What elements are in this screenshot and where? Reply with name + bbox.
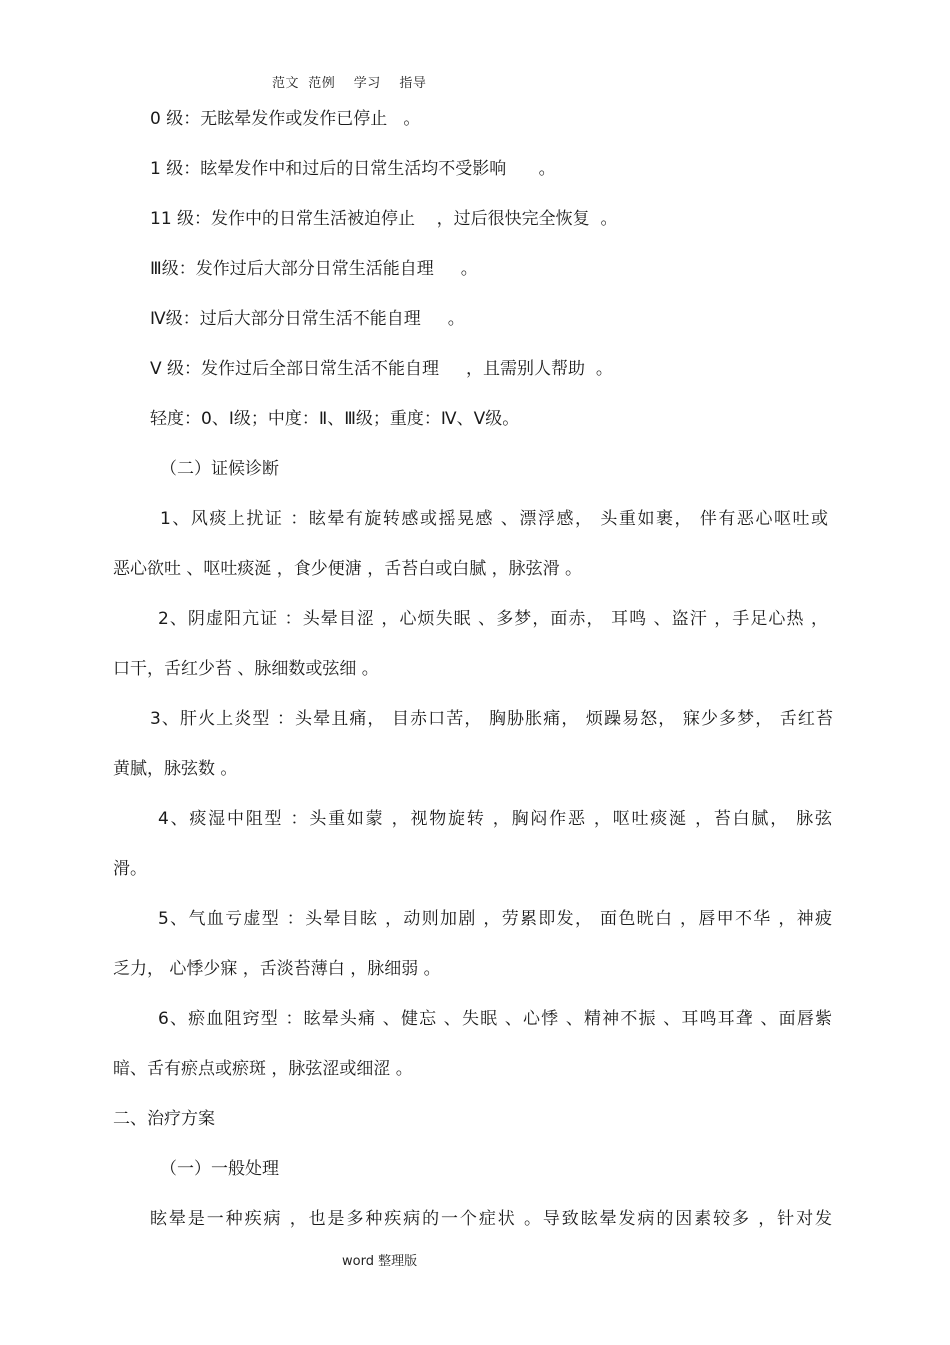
grade-5-line: Ⅴ 级：发作过后全部日常生活不能自理 ，且需别人帮助 。 xyxy=(150,359,613,379)
grade-4-line: Ⅳ级：过后大部分日常生活不能自理 。 xyxy=(150,309,465,329)
syndrome-3-line-2: 黄腻，脉弦数 。 xyxy=(113,759,238,779)
grade-3-line: Ⅲ级：发作过后大部分日常生活能自理 。 xyxy=(150,259,478,279)
syndrome-5-line-2: 乏力， 心悸少寐 ，舌淡苔薄白 ，脉细弱 。 xyxy=(113,959,441,979)
syndrome-heading: （二）证候诊断 xyxy=(160,459,279,479)
page-header: 范文 范例 学习 指导 xyxy=(272,76,427,91)
syndrome-1-line-2: 恶心欲吐 、呕吐痰涎 ，食少便溏 ，舌苔白或白腻 ，脉弦滑 。 xyxy=(113,559,583,579)
general-heading: （一）一般处理 xyxy=(160,1159,279,1179)
page-footer: word 整理版 xyxy=(342,1254,418,1269)
syndrome-6-line-1: 6、瘀血阻窍型 ：眩晕头痛 、健忘 、失眠 、心悸 、精神不振 、耳鸣耳聋 、面唇紫 xyxy=(158,1009,832,1029)
syndrome-6-line-2: 暗、舌有瘀点或瘀斑 ，脉弦涩或细涩 。 xyxy=(113,1059,413,1079)
syndrome-2-line-2: 口干，舌红少苔 、脉细数或弦细 。 xyxy=(113,659,379,679)
grade-2-line: 11 级：发作中的日常生活被迫停止 ，过后很快完全恢复 。 xyxy=(150,209,618,229)
syndrome-5-line-1: 5、气血亏虚型 ：头晕目眩 ，动则加剧 ，劳累即发， 面色晄白 ，唇甲不华 ，神疲 xyxy=(158,909,832,929)
syndrome-4-line-2: 滑。 xyxy=(113,859,147,879)
grade-1-line: 1 级：眩晕发作中和过后的日常生活均不受影响 。 xyxy=(150,159,556,179)
syndrome-1-line-1: 1、风痰上扰证 ：眩晕有旋转感或摇晃感 、漂浮感， 头重如裹， 伴有恶心呕吐或 xyxy=(160,509,828,529)
syndrome-3-line-1: 3、肝火上炎型 ：头晕且痛， 目赤口苦， 胸胁胀痛， 烦躁易怒， 寐少多梦， 舌红苔 xyxy=(150,709,833,729)
grade-0-line: 0 级：无眩晕发作或发作已停止 。 xyxy=(150,109,421,129)
treatment-heading: 二、治疗方案 xyxy=(113,1109,215,1129)
severity-line: 轻度：0、Ⅰ级；中度：Ⅱ、Ⅲ级；重度：Ⅳ、Ⅴ级。 xyxy=(150,409,520,429)
general-paragraph-line-1: 眩晕是一种疾病 ，也是多种疾病的一个症状 。导致眩晕发病的因素较多 ，针对发 xyxy=(150,1209,832,1229)
syndrome-4-line-1: 4、痰湿中阻型 ：头重如蒙 ，视物旋转 ，胸闷作恶 ，呕吐痰涎 ，苔白腻， 脉弦 xyxy=(158,809,832,829)
syndrome-2-line-1: 2、阴虚阳亢证 ：头晕目涩 ，心烦失眠 、多梦，面赤， 耳鸣 、盗汗 ，手足心热 ， xyxy=(158,609,828,629)
